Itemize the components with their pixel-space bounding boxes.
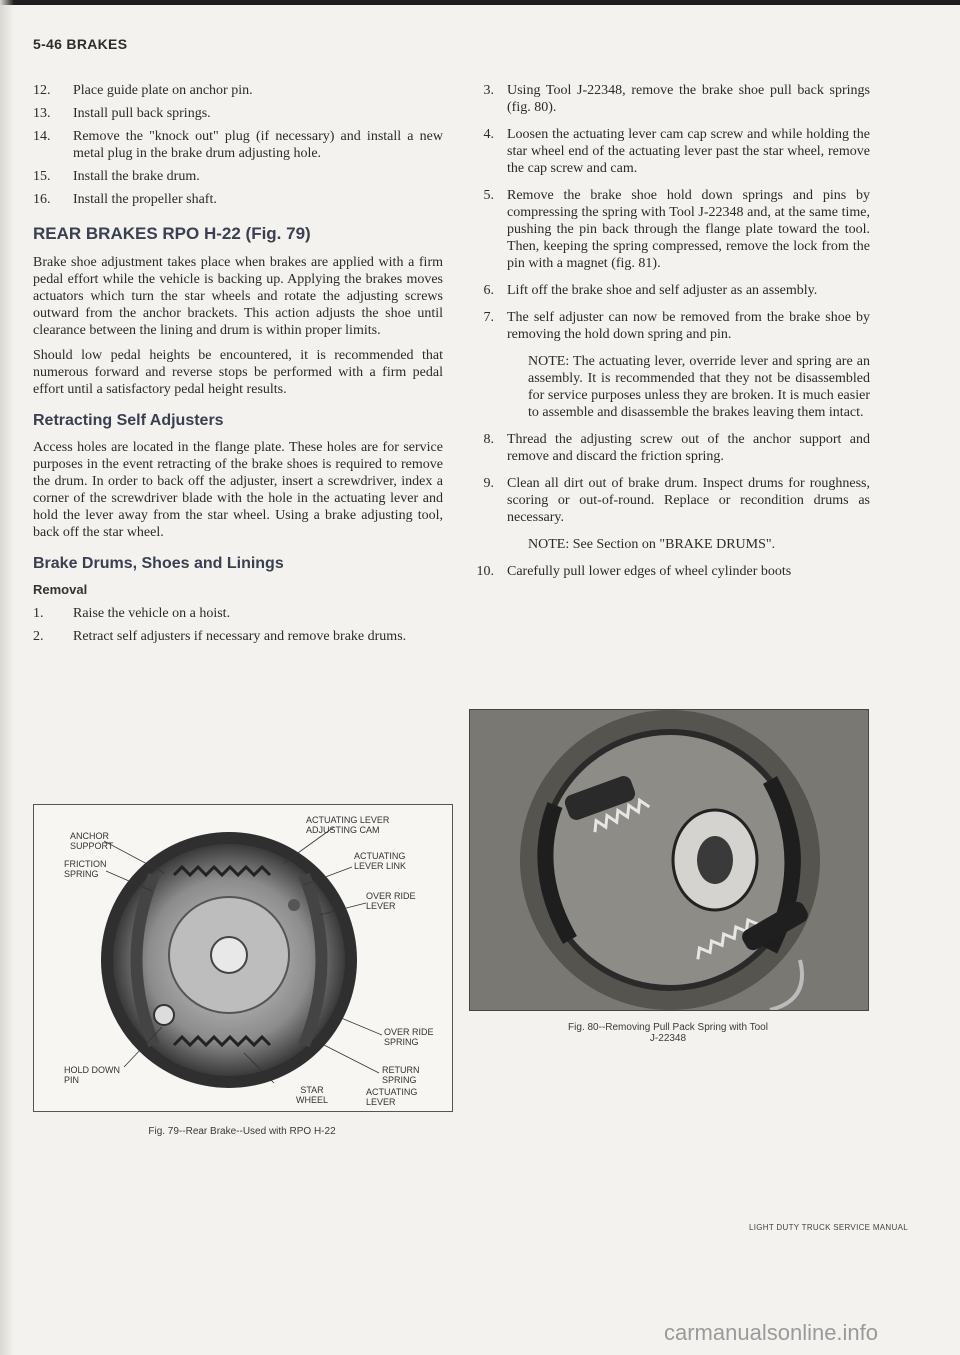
label-actuating-lever-link: ACTUATING LEVER LINK <box>354 851 407 871</box>
label-star-wheel: STAR WHEEL <box>295 1085 328 1105</box>
list-item: 12. Place guide plate on anchor pin. <box>33 83 253 98</box>
paragraph: Brake shoe adjustment takes place when brakes are applied with a firm pedal effort while the vehicle is backing up. Applying the brakes moves actuators which turn the star wheels and rotate the adjusting screws outward from the anchor brackets. This action adjusts the shoe until clearance between the lining and drum is within proper limits. <box>33 255 443 338</box>
list-item: 5. Remove the brake shoe hold down springs and pins by compressing the spring with Tool J-22348 and, at the same time, pushing the pin back through the flange plate toward the tool. Then, keeping the spring compressed, remove the lock from the pin with a magnet (fig. 81). <box>483 188 870 271</box>
list-item: 8. Thread the adjusting screw out of the anchor support and remove and discard the friction spring. <box>483 432 870 464</box>
section-heading-retracting: Retracting Self Adjusters <box>33 412 224 429</box>
label-return-spring: RETURN SPRING <box>382 1065 420 1085</box>
page-header: 5-46 BRAKES <box>33 36 128 52</box>
figure-80-caption: Fig. 80--Removing Pull Pack Spring with Tool J-22348 <box>568 1022 768 1044</box>
list-item: 9. Clean all dirt out of brake drum. Inspect drums for roughness, scoring or out-of-round. Replace or recondition drums as necessary. <box>483 476 870 525</box>
figure-79-caption: Fig. 79--Rear Brake--Used with RPO H-22 <box>148 1126 336 1137</box>
label-actuating-lever: ACTUATING LEVER <box>366 1087 418 1107</box>
list-item: 4. Loosen the actuating lever cam cap screw and while holding the star wheel end of the actuating lever past the star wheel, remove the cap screw and cam. <box>483 127 870 176</box>
label-over-ride-spring: OVER RIDE SPRING <box>384 1027 434 1047</box>
right-column <box>470 82 870 590</box>
label-friction-spring: FRICTION SPRING <box>64 859 107 879</box>
subheading-removal: Removal <box>33 582 88 597</box>
paragraph: Access holes are located in the flange plate. These holes are for service purposes in the event retracting of the brake shoes is required to remove the drum. In order to back off the adjuster, insert a screwdriver, index a corner of the screwdriver blade with the hole in the actuating lever and hold the lever away from the star wheel. Using a brake adjusting tool, back off the star wheel. <box>33 440 443 540</box>
list-item: 16. Install the propeller shaft. <box>33 192 217 207</box>
list-item: 3. Using Tool J-22348, remove the brake shoe pull back springs (fig. 80). <box>483 83 870 115</box>
section-heading-rear-brakes: REAR BRAKES RPO H-22 (Fig. 79) <box>33 224 311 243</box>
label-hold-down-pin: HOLD DOWN PIN <box>64 1065 120 1085</box>
note-drums: NOTE: See Section on "BRAKE DRUMS". <box>528 537 776 552</box>
footer-manual-title: LIGHT DUTY TRUCK SERVICE MANUAL <box>749 1223 908 1232</box>
page-edge-shadow <box>0 0 14 1355</box>
list-item: 6. Lift off the brake shoe and self adjuster as an assembly. <box>483 283 818 298</box>
list-item: 7. The self adjuster can now be removed from the brake shoe by removing the hold down spring and pin. <box>483 310 870 342</box>
section-heading-drums: Brake Drums, Shoes and Linings <box>33 555 284 572</box>
note-assembly: NOTE: The actuating lever, override lever and spring are an assembly. It is recommended that they not be disassembled for service purposes unless they are broken. It is much easier to assemble and disassemble the brakes leaving them intact. <box>528 354 870 420</box>
watermark: carmanualsonline.info <box>664 1320 879 1345</box>
list-item: 1. Raise the vehicle on a hoist. <box>33 606 231 621</box>
paragraph: Should low pedal heights be encountered, it is recommended that numerous forward and reverse stops be performed with a firm pedal effort until a satisfactory pedal height results. <box>33 348 443 397</box>
label-anchor-support: ANCHOR SUPPORT <box>70 831 114 851</box>
list-item: 2. Retract self adjusters if necessary and remove brake drums. <box>33 629 407 644</box>
figure-80-photo <box>469 709 869 1011</box>
label-actuating-lever-cam: ACTUATING LEVER ADJUSTING CAM <box>306 815 390 835</box>
list-item: 13. Install pull back springs. <box>33 106 211 121</box>
left-column <box>33 82 443 651</box>
steps-list-top <box>33 82 443 208</box>
figure-79-rear-brake <box>33 804 453 1112</box>
list-item: 15. Install the brake drum. <box>33 169 200 184</box>
label-over-ride-lever: OVER RIDE LEVER <box>366 891 416 911</box>
list-item: 10. Carefully pull lower edges of wheel cylinder boots <box>476 564 792 579</box>
list-item: 14. Remove the "knock out" plug (if necessary) and install a new metal plug in the brake drum adjusting hole. <box>33 129 443 161</box>
pull-back-spring-photo <box>470 710 868 1010</box>
top-border <box>0 0 960 5</box>
